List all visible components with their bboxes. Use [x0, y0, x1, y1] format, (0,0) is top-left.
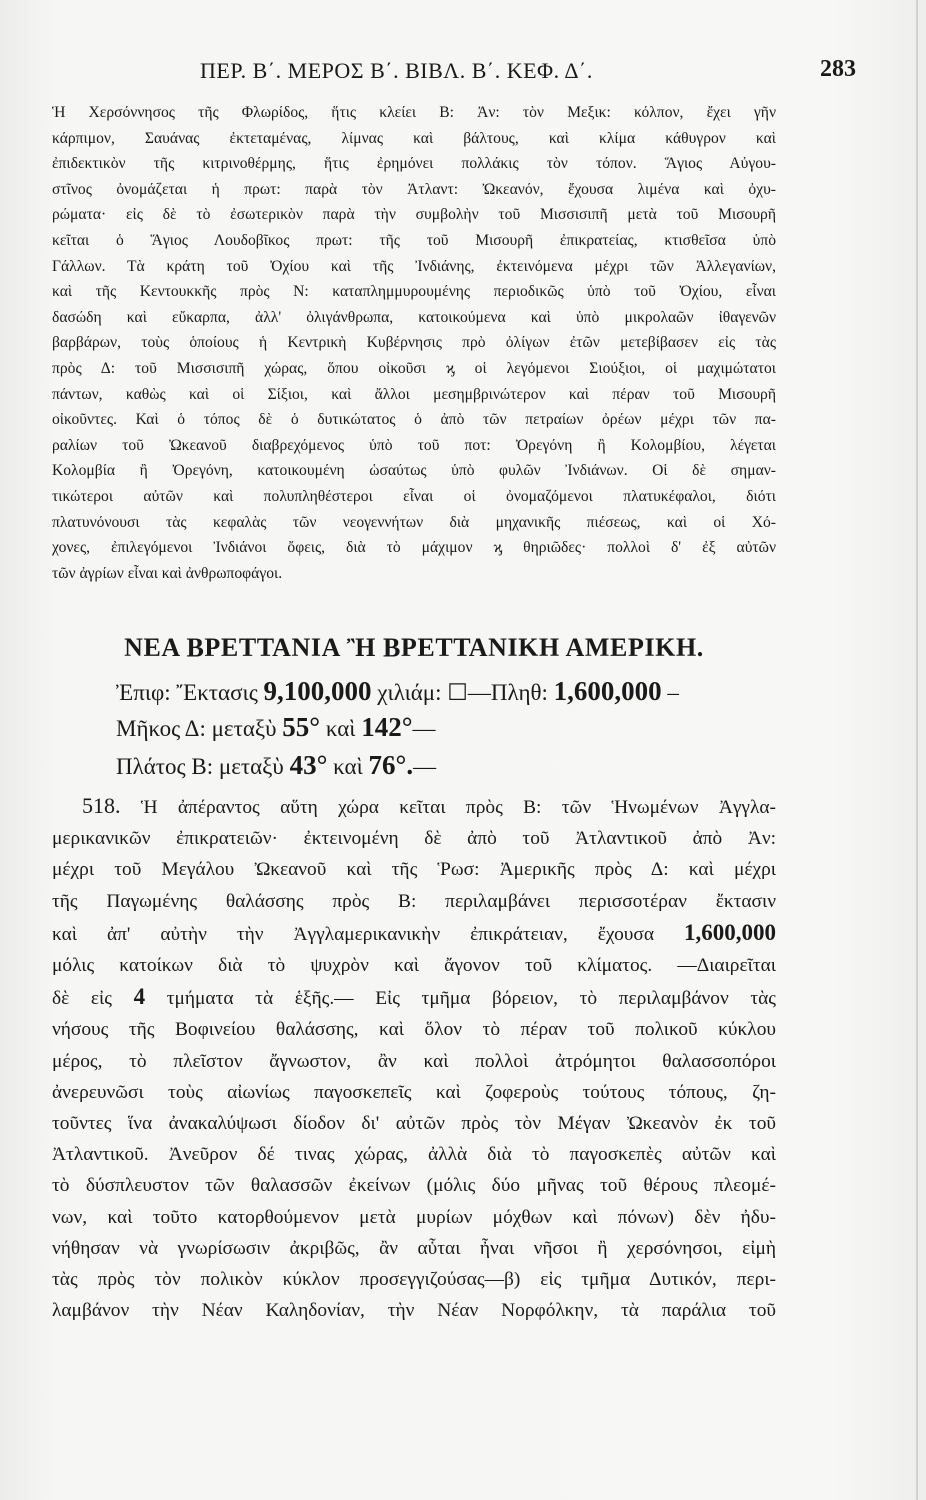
text-line: Ἀτλαντικοῦ. Ἀνεῦρον δέ τινας χώρας, ἀλλὰ διὰ τὸ παγοσκεπὲς αὐτῶν καὶ [52, 1144, 776, 1166]
text-line: ἀνερευνῶσι τοὺς αἰωνίως παγοσκεπεῖς καὶ ζοφεροὺς τούτους τόπους, ζη- [52, 1081, 776, 1103]
population-label: —Πληθ: [467, 680, 548, 705]
text-line: δασώδη καὶ εὔκαρπα, ἀλλ' ὀλιγάνθρωπα, κατοικούμενα καὶ ὑπὸ μικρολαῶν ἰθαγενῶν [52, 308, 776, 326]
small-print-paragraph [52, 100, 776, 586]
text-line: τοῦντες ἵνα ἀνακαλύψωσι δίοδον δι' αὐτῶν πρὸς τὸν Μέγαν Ὠκεανὸν ἐκ τοῦ [52, 1113, 776, 1135]
text-line: οἰκοῦντες. Καὶ ὁ τόπος δὲ ὁ δυτικώτατος ὁ ἀπὸ τῶν πετραίων ὀρέων μέχρι τῶν πα- [52, 411, 776, 429]
running-head: ΠΕΡ. Β΄. ΜΕΡΟΣ Β΄. ΒΙΒΛ. Β΄. ΚΕΦ. Δ΄. [200, 58, 593, 83]
text-line: ἐπιδεκτικὸν τῆς κιτρινοθέρμης, ἥτις ἐρημόνει πολλάκις τὸν τόπον. Ἅγιος Αὐγου- [52, 155, 776, 173]
latitude-and: καὶ [333, 754, 363, 779]
longitude-and: καὶ [325, 716, 356, 741]
text-line: τικώτεροι αὐτῶν καὶ πολυπληθέστεροι εἶναι οἱ ὀνομαζόμενοι πλατυκέφαλοι, διότι [52, 487, 776, 505]
population-value: 1,600,000 [553, 676, 662, 706]
area-value: 9,100,000 [263, 676, 372, 706]
page-header [60, 56, 856, 90]
text-line: πρὸς Δ: τοῦ Μισσισιπῆ χώρας, ὅπου οἰκοῦσι ϗ οἱ λεγόμενοι Σιούξιοι, οἱ μαχιμώτατοι [52, 359, 776, 377]
text-line: λαμβάνον τὴν Νέαν Καληδονίαν, τὴν Νέαν Νορφόλκην, τὰ παράλια τοῦ [52, 1300, 776, 1322]
latitude-from: 43° [289, 750, 328, 780]
area-population-line [116, 676, 679, 707]
population-dash: – [667, 680, 679, 705]
longitude-dash: — [412, 716, 436, 741]
text-line: πλατυνόνουσι τὰς κεφαλὰς τῶν νεογεννήτων διὰ μηχανικῆς πιέσεως, καὶ οἱ Χό- [52, 513, 776, 531]
text-line: χονες, ἐπιλεγόμενοι Ἰνδιάνοι ὄφεις, διὰ τὸ μάχιμον ϗ θηριῶδες· πολλοὶ δ' ἐξ αὐτῶν [52, 539, 776, 557]
main-paragraph [52, 790, 776, 1326]
text-line: νήσους τῆς Βοφινείου θαλάσσης, καὶ ὅλον τὸ πέραν τοῦ πολικοῦ κύκλου [52, 1019, 776, 1041]
text-line: ραλίων τοῦ Ὠκεανοῦ διαβρεχόμενος ὑπὸ τοῦ ποτ: Ὀρεγόνη ἢ Κολομβίου, λέγεται [52, 436, 776, 454]
parts-number: 4 [133, 984, 146, 1010]
latitude-dash: — [413, 754, 437, 779]
text-line: καὶ τῆς Κεντουκκῆς πρὸς Ν: καταπλημμυρουμένης περιοδικῶς ὑπὸ τοῦ Ὀχίου, εἶναι [52, 283, 776, 301]
text-line: κάρπιμον, Σαυάνας ἐκτεταμένας, λίμνας καὶ βάλτους, καὶ κλίμα κάθυγρον καὶ [52, 129, 776, 147]
text-line: μέχρι τοῦ Μεγάλου Ὠκεανοῦ καὶ τῆς Ῥωσ: Ἀμερικῆς πρὸς Δ: καὶ μέχρι [52, 859, 776, 881]
text-line: τὰς πρὸς τὸν πολικὸν κύκλον προσεγγιζούσας—β) εἰς τμῆμα Δυτικόν, περι- [52, 1269, 776, 1291]
text-line: βαρβάρων, τοὺς ὁποίους ἡ Κεντρικὴ Κυβέρνησις πρὸ ὀλίγων ἐτῶν μετεβίβασεν εἰς τὰς [52, 334, 776, 352]
text-line: 518. Ἡ ἀπέραντος αὕτη χώρα κεῖται πρὸς Β: τῶν Ἡνωμένων Ἀγγλα- [82, 793, 776, 818]
text-line: μερικανικῶν ἐπικρατειῶν· ἐκτεινομένη δὲ ἀπὸ τοῦ Ἀτλαντικοῦ ἀπὸ Ἀν: [52, 828, 776, 850]
latitude-line [116, 750, 436, 781]
text-line: Ἡ Χερσόννησος τῆς Φλωρίδος, ἥτις κλείει Β: Ἀν: τὸν Μεξικ: κόλπον, ἔχει γῆν [52, 104, 776, 121]
text-line: καὶ ἀπ' αὐτὴν τὴν Ἀγγλαμερικανικὴν ἐπικράτειαν, ἔχουσα 1,600,000 [52, 919, 776, 945]
longitude-label: Μῆκος Δ: μεταξὺ [116, 716, 277, 741]
text-line: νων, καὶ τοῦτο κατορθούμενον μετὰ μυρίων μόχθων καὶ πόνων) δὲν ἠδυ- [52, 1206, 776, 1228]
latitude-to: 76°. [368, 750, 414, 780]
text-line: Γάλλων. Τὰ κράτη τοῦ Ὀχίου καὶ τῆς Ἰνδιάνης, ἐκτεινόμενα μέχρι τῶν Ἀλλεγανίων, [52, 257, 776, 275]
population-figure: 1,600,000 [684, 919, 776, 945]
text-line: δὲ εἰς 4 τμήματα τὰ ἑξῆς.— Εἰς τμῆμα βόρειον, τὸ περιλαμβάνον τὰς [52, 984, 776, 1010]
longitude-from: 55° [282, 712, 321, 742]
text-line: τῶν ἀγρίων εἶναι καὶ ἀνθρωποφάγοι. [52, 564, 283, 582]
section-title: ΝΕΑ ΒΡΕΤΤΑΝΙΑ Ἢ ΒΡΕΤΤΑΝΙΚΗ ΑΜΕΡΙΚΗ. [124, 633, 704, 662]
text-line: τῆς Παγωμένης θαλάσσης πρὸς Β: περιλαμβάνει περισσοτέραν ἔκτασιν [52, 890, 776, 912]
text-line: Κολομβία ἢ Ὀρεγόνη, κατοικουμένη ὡσαύτως ὑπὸ φυλῶν Ἰνδιάνων. Οἱ δὲ σημαν- [52, 462, 776, 480]
longitude-to: 142° [361, 712, 413, 742]
paragraph-number: 518. [82, 793, 121, 818]
longitude-line [116, 712, 436, 743]
text-line: μέρος, τὸ πλεῖστον ἄγνωστον, ἂν καὶ πολλοὶ ἀτρόμητοι θαλασσοπόροι [52, 1050, 776, 1072]
page-number: 283 [820, 56, 856, 82]
square-icon: ☐ [447, 680, 468, 705]
text-line: τὸ δύσπλευστον τῶν θαλασσῶν ἐκείνων (μόλις δύο μῆνας τοῦ θέρους πλεομέ- [52, 1175, 776, 1197]
latitude-label: Πλάτος Β: μεταξὺ [116, 754, 284, 779]
text-line: πάντων, καθὼς καὶ οἱ Σίξιοι, καὶ ἄλλοι μεσημβρινώτερον καὶ πέραν τοῦ Μισουρῆ [52, 385, 776, 403]
area-unit: χιλιάμ: [377, 680, 442, 705]
page-edge-shadow [916, 0, 918, 1500]
text-line: μόλις κατοίκων διὰ τὸ ψυχρὸν καὶ ἄγονον τοῦ κλίματος. —Διαιρεῖται [52, 955, 776, 977]
text-line: νήθησαν νὰ γνωρίσωσιν ἀκριβῶς, ἂν αὗται ἦναι νῆσοι ἢ χερσόνησοι, εἰμὴ [52, 1237, 776, 1259]
text-line: στῖνος ὀνομάζεται ἡ πρωτ: παρὰ τὸν Ἀτλαντ: Ὠκεανόν, ἔχουσα λιμένα καὶ ὀχυ- [52, 180, 776, 198]
text-line: κεῖται ὁ Ἅγιος Λουδοβῖκος πρωτ: τῆς τοῦ Μισουρῆ ἐπικρατείας, κτισθεῖσα ὑπὸ [52, 231, 776, 249]
text-line: ρώματα· εἰς δὲ τὸ ἐσωτερικὸν παρὰ τὴν συμβολὴν τοῦ Μισσισιπῆ μετὰ τοῦ Μισουρῆ [52, 206, 776, 224]
area-label: Ἐπιφ: Ἔκτασις [116, 680, 258, 705]
